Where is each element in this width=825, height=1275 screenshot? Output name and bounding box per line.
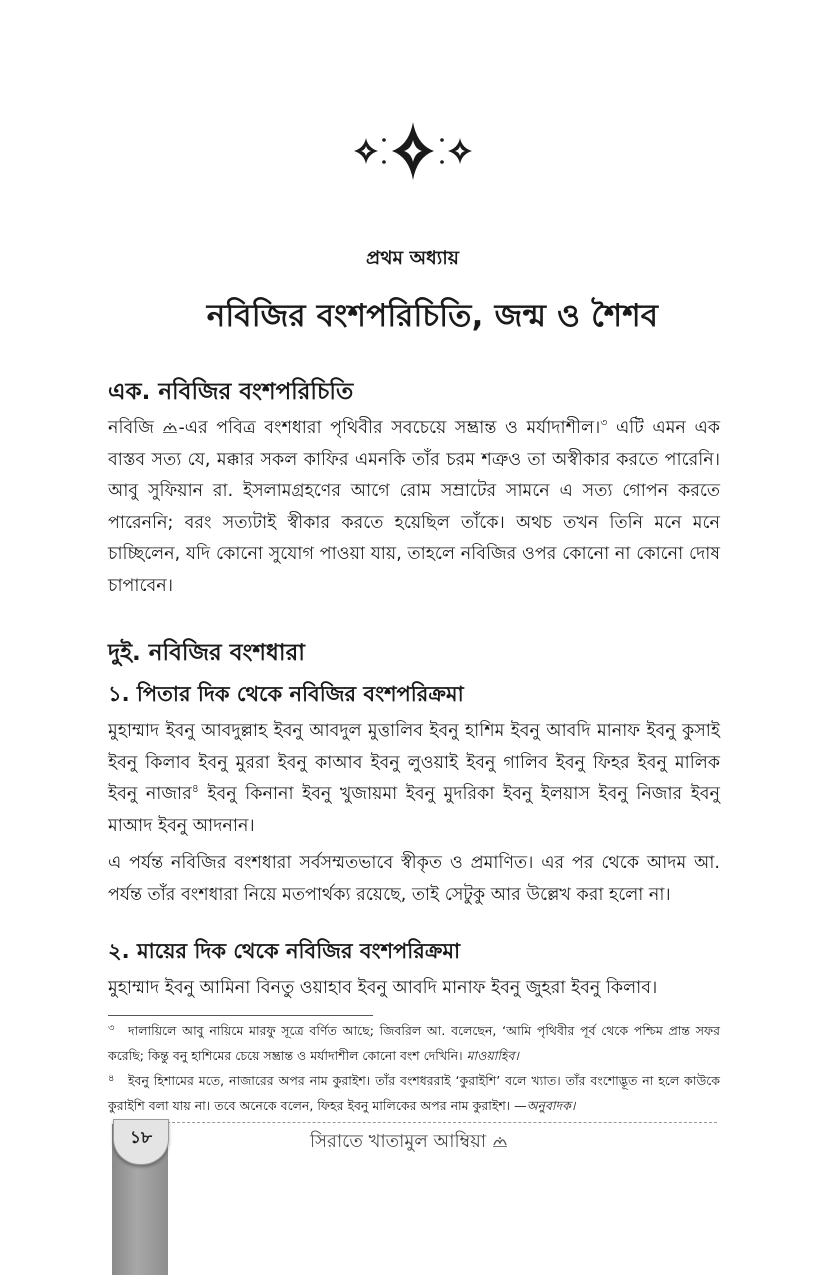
footer-divider [162,1122,717,1123]
subheading-paternal-lineage: ১. পিতার দিক থেকে নবিজির বংশপরিক্রমা [108,682,464,706]
footnote-source: অনুবাদক। [526,1098,576,1113]
running-book-title [310,1127,508,1158]
footnote-divider [108,1015,373,1016]
footnote-marker: ৪ [108,1073,115,1084]
book-title-text: সিরাতে খাতামুল আম্বিয়া [310,1131,487,1152]
maternal-lineage-paragraph: মুহাম্মাদ ইবনু আমিনা বিনতু ওয়াহাব ইবনু আবদি মানাফ ইবনু জুহরা ইবনু কিলাব। [108,978,658,998]
paragraph-text: এটি এমন এক বাস্তব সত্য যে, মক্কার সকল কাফির এমনকি তাঁর চরম শত্রুও তা অস্বীকার করতে পারেনি। আবু সুফিয়ান রা. ইসলামগ্রহণের আগে রোম সম্রাটের সামনে এ সত্য গোপন করতে পারেননি; বরং সত্যটাই স্বীকার করতে হয়েছিল তাঁকে। অথচ তখন তিনি মনে মনে চাচ্ছিলেন, যদি কোনো সুযোগ পাওয়া যায়, তাহলে নবিজির ওপর কোনো না কোনো দোষ চাপাবেন। [108,418,720,596]
subheading-maternal-lineage: ২. মায়ের দিক থেকে নবিজির বংশপরিক্রমা [108,939,461,963]
section-heading-lineage: দুই. নবিজির বংশধারা [108,640,305,666]
paragraph-text: নবিজি [108,418,154,438]
salawat-icon [492,1134,508,1148]
footnote-text: দালায়িলে আবু নায়িমে মারফু সূত্রে বর্ণিত আছে; জিবরিল আ. বলেছেন, ‘আমি পৃথিবীর পূর্ব থেকে পশ্চিম প্রান্ত সফর করেছি; কিন্তু বনু হাশিমের চেয়ে সম্ভ্রান্ত ও মর্যাদাশীল কোনো বংশ দেখিনি। [108,1023,720,1063]
footnote-reference[interactable]: ৩ [600,416,608,430]
lineage-note-paragraph: এ পর্যন্ত নবিজির বংশধারা সর্বসম্মতভাবে স্বীকৃত ও প্রমাণিত। এর পর থেকে আদম আ. পর্যন্ত তাঁর বংশধারা নিয়ে মতপার্থক্য রয়েছে, তাই সেটুকু আর উল্লেখ করা হলো না। [108,853,720,905]
footnote-source: মাওয়াহিব। [466,1048,519,1063]
chapter-label: প্রথম অধ্যায় [366,247,459,269]
paternal-lineage-paragraph [108,716,720,842]
salawat-icon [162,420,178,434]
lineage-intro-paragraph [108,413,720,602]
paragraph-text: -এর পবিত্র বংশধারা পৃথিবীর সবচেয়ে সম্ভ্রান্ত ও মর্যাদাশীল। [178,418,601,438]
page-number: ১৮ [129,1128,153,1148]
footnote-marker: ৩ [108,1023,115,1034]
paragraph-text: মুহাম্মাদ ইবনু আবদুল্লাহ ইবনু আবদুল মুত্তালিব ইবনু হাশিম ইবনু আবদি মানাফ ইবনু কুসাই ইবনু কিলাব ইবনু মুররা ইবনু কাআব ইবনু লুওয়াই ইবনু গালিব ইবনু ফিহর ইবনু মালিক ইবনু নাজার [108,721,720,804]
footnote-text: ইবনু হিশামের মতে, নাজারের অপর নাম কুরাইশ। তাঁর বংশধররাই ‘কুরাইশি’ বলে খ্যাত। তাঁর বংশোদ্ভূত না হলে কাউকে কুরাইশি বলা যায় না। তবে অনেকে বলেন, ফিহর ইবনু মালিকের অপর নাম কুরাইশ। — [108,1073,720,1113]
footnote-reference[interactable]: ৪ [191,782,199,796]
star-ornament-icon [348,118,478,184]
footnote-3 [108,1018,720,1068]
footnote-4 [108,1068,720,1118]
paragraph-text: ইবনু কিনানা ইবনু খুজায়মা ইবনু মুদরিকা ইবনু ইলয়াস ইবনু নিজার ইবনু মাআদ ইবনু আদনান। [108,784,720,836]
chapter-title: নবিজির বংশপরিচিতি, জন্ম ও শৈশব [206,298,659,334]
section-heading-lineage-intro: এক. নবিজির বংশপরিচিতি [108,379,354,405]
